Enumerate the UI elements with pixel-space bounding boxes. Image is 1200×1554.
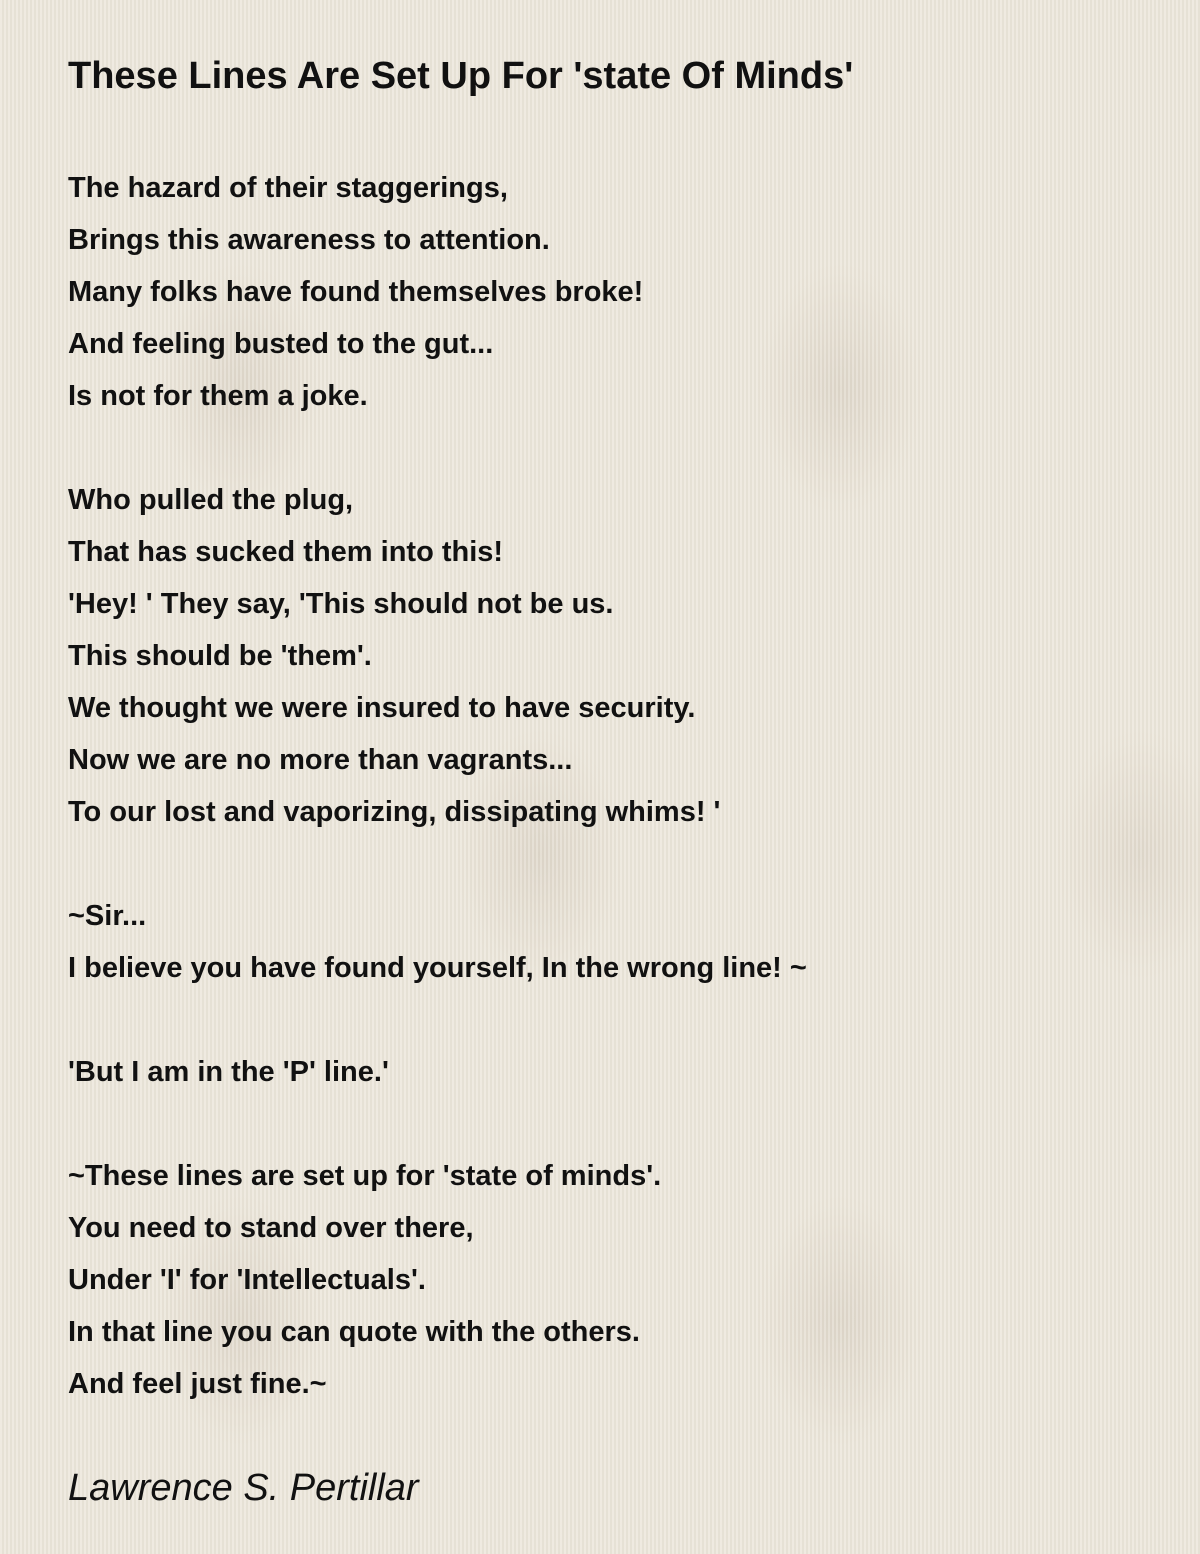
poem-line: This should be 'them'. [68,640,372,672]
poem-line: Many folks have found themselves broke! [68,276,644,308]
poem-line: In that line you can quote with the others. [68,1316,640,1348]
poem-title: These Lines Are Set Up For 'state Of Minds' [68,55,854,97]
stanza-4 [68,1046,1148,1098]
poem-line: ~These lines are set up for 'state of minds'. [68,1160,662,1192]
poem-line: To our lost and vaporizing, dissipating whims! ' [68,796,721,828]
poem-page [68,52,1148,1514]
stanza-5 [68,1150,1148,1410]
stanza-3 [68,890,1148,994]
poem-line: And feeling busted to the gut... [68,328,494,360]
poem-line: 'But I am in the 'P' line.' [68,1056,389,1088]
stanza-1 [68,162,1148,422]
stanza-2 [68,474,1148,838]
poem-line: Now we are no more than vagrants... [68,744,573,776]
poem-line: That has sucked them into this! [68,536,504,568]
poem-line: 'Hey! ' They say, 'This should not be us. [68,588,614,620]
poem-line: Is not for them a joke. [68,380,368,412]
poem-line: We thought we were insured to have security. [68,692,696,724]
poem-line: I believe you have found yourself, In the wrong line! ~ [68,952,807,984]
poem-line: You need to stand over there, [68,1212,474,1244]
poem-line: And feel just fine.~ [68,1368,327,1400]
poem-line: Under 'I' for 'Intellectuals'. [68,1264,426,1296]
poem-line: Brings this awareness to attention. [68,224,550,256]
poem-line: ~Sir... [68,900,147,932]
poem-line: The hazard of their staggerings, [68,172,508,204]
poem-line: Who pulled the plug, [68,484,354,516]
poem-author: Lawrence S. Pertillar [68,1467,419,1509]
